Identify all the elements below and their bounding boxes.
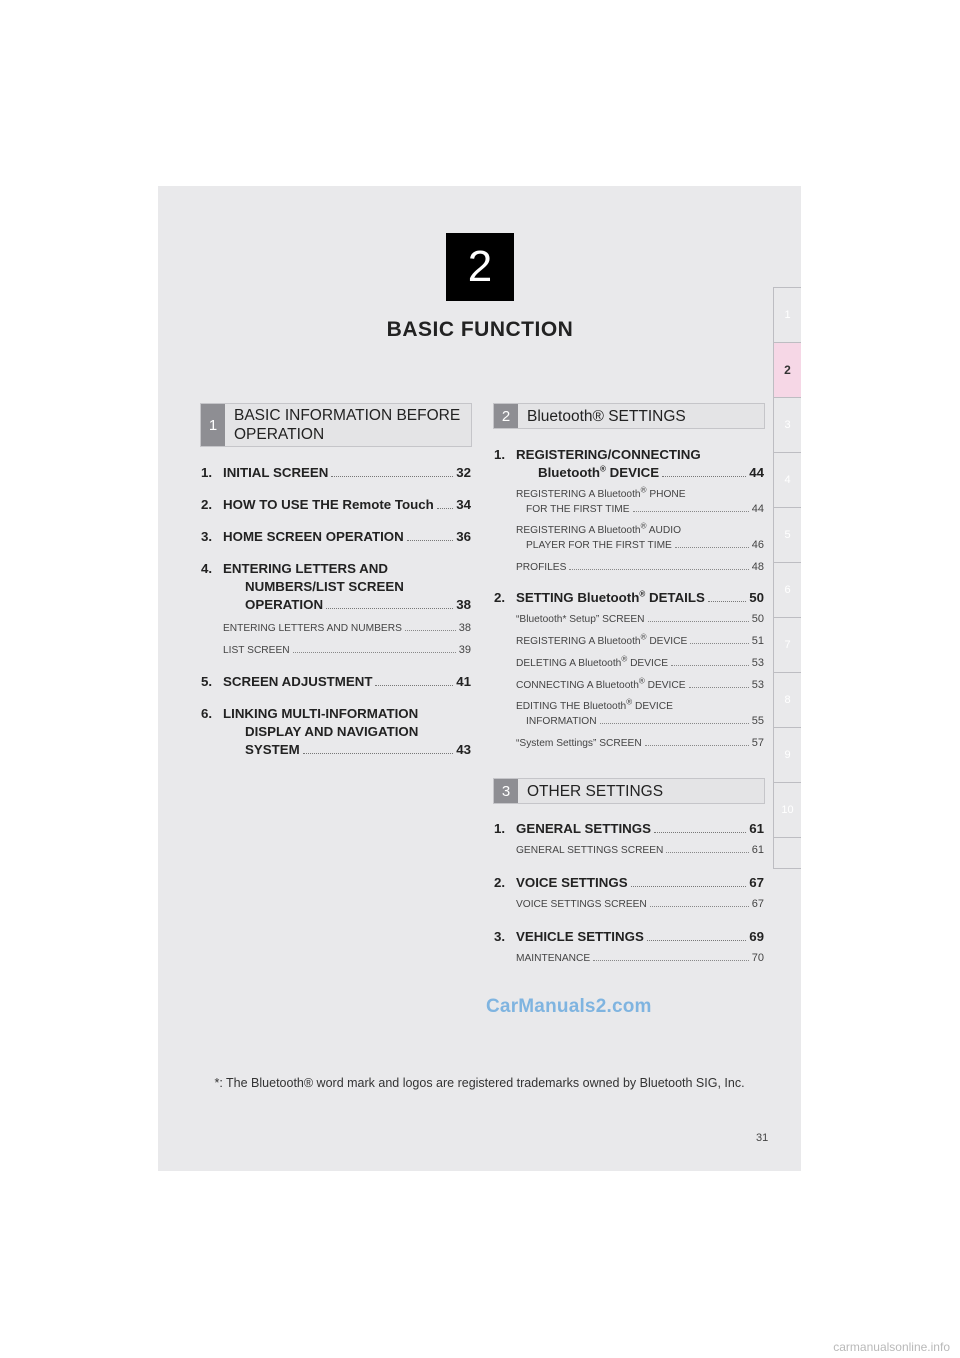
subentry-title: “Bluetooth* Setup” SCREEN — [516, 614, 645, 625]
entry-title: HOME SCREEN OPERATION — [223, 529, 404, 544]
entry-title: VOICE SETTINGS — [516, 875, 628, 890]
toc-section-2 — [494, 446, 764, 751]
toc-subentry[interactable] — [223, 621, 471, 636]
subentry-page: 57 — [751, 737, 764, 749]
subentry-title: REGISTERING A Bluetooth® AUDIO — [516, 521, 682, 536]
entry-number: 1. — [494, 821, 506, 836]
chapter-tab-5[interactable]: 5 — [773, 507, 801, 562]
toc-subentry[interactable] — [516, 897, 764, 912]
watermark-text: CarManuals2.com — [486, 996, 652, 1017]
toc-subentry[interactable] — [516, 634, 764, 649]
toc-entry[interactable] — [494, 446, 764, 575]
subentry-page: 50 — [751, 613, 764, 625]
section-number: 2 — [494, 404, 518, 428]
subentry-title: DELETING A Bluetooth® DEVICE — [516, 654, 668, 669]
section-number: 3 — [494, 779, 518, 803]
subentry-title: GENERAL SETTINGS SCREEN — [516, 845, 664, 856]
subentry-title: FOR THE FIRST TIME — [526, 504, 630, 515]
entry-page: 69 — [749, 929, 764, 944]
toc-subentry[interactable] — [516, 951, 764, 966]
section-header-3 — [493, 778, 765, 804]
section-title: Bluetooth® SETTINGS — [527, 407, 686, 425]
entry-page: 43 — [456, 742, 471, 757]
toc-section-3 — [494, 820, 764, 966]
page-number: 31 — [756, 1132, 769, 1144]
entry-number: 1. — [494, 447, 506, 462]
entry-title: SCREEN ADJUSTMENT — [223, 674, 373, 689]
toc-entry[interactable] — [201, 464, 471, 481]
entry-title-line: ENTERING LETTERS AND — [223, 561, 388, 576]
subentry-title: INFORMATION — [526, 716, 597, 727]
entry-number: 3. — [201, 529, 213, 544]
entry-title: HOW TO USE THE Remote Touch — [223, 497, 434, 512]
chapter-tab-1[interactable]: 1 — [773, 287, 801, 342]
entry-title-line: NUMBERS/LIST SCREEN — [245, 579, 404, 594]
chapter-tab-blank[interactable] — [773, 837, 801, 869]
chapter-tabs — [773, 287, 801, 869]
subentry-title: PROFILES — [516, 562, 567, 573]
entry-title-line: OPERATION — [245, 597, 324, 612]
subentry-title: REGISTERING A Bluetooth® DEVICE — [516, 632, 688, 647]
subentry-page: 39 — [458, 644, 471, 656]
entry-page: 67 — [749, 875, 764, 890]
entry-number: 6. — [201, 706, 213, 721]
chapter-tab-3[interactable]: 3 — [773, 397, 801, 452]
entry-page: 34 — [456, 497, 471, 512]
subentry-page: 61 — [751, 844, 764, 856]
toc-subentry[interactable] — [516, 736, 764, 751]
watermark-footer: carmanualsonline.info — [833, 1340, 950, 1354]
entry-title-line: Bluetooth® DEVICE — [538, 464, 660, 480]
entry-title-line: REGISTERING/CONNECTING — [516, 447, 701, 462]
toc-entry[interactable] — [494, 820, 764, 858]
chapter-tab-2[interactable]: 2 — [773, 342, 801, 397]
footnote: *: The Bluetooth® word mark and logos are registered trademarks owned by Bluetooth SIG, Inc. — [214, 1076, 745, 1090]
subentry-title: EDITING THE Bluetooth® DEVICE — [516, 697, 673, 712]
subentry-title: “System Settings” SCREEN — [516, 738, 642, 749]
entry-title: GENERAL SETTINGS — [516, 821, 651, 836]
entry-number: 2. — [201, 497, 213, 512]
subentry-title: REGISTERING A Bluetooth® PHONE — [516, 485, 686, 500]
toc-subentry[interactable] — [516, 612, 764, 627]
entry-page: 36 — [456, 529, 471, 544]
entry-title-line: LINKING MULTI-INFORMATION — [223, 706, 419, 721]
subentry-page: 67 — [751, 898, 764, 910]
chapter-tab-10[interactable]: 10 — [773, 782, 801, 837]
subentry-page: 53 — [751, 679, 764, 691]
subentry-page: 70 — [751, 952, 764, 964]
chapter-tab-6[interactable]: 6 — [773, 562, 801, 617]
chapter-number: 2 — [446, 233, 514, 301]
entry-page: 50 — [749, 590, 764, 605]
toc-subentry[interactable] — [516, 521, 764, 553]
subentry-title: MAINTENANCE — [516, 953, 591, 964]
toc-entry[interactable] — [201, 673, 471, 690]
entry-number: 5. — [201, 674, 213, 689]
toc-section-1 — [201, 464, 471, 759]
entry-title-line: DISPLAY AND NAVIGATION — [245, 724, 419, 739]
toc-subentry[interactable] — [516, 843, 764, 858]
subentry-title: LIST SCREEN — [223, 645, 290, 656]
toc-subentry[interactable] — [516, 678, 764, 693]
subentry-title: ENTERING LETTERS AND NUMBERS — [223, 623, 402, 634]
section-header-1 — [200, 403, 472, 447]
chapter-tab-8[interactable]: 8 — [773, 672, 801, 727]
subentry-page: 38 — [458, 622, 471, 634]
toc-entry[interactable] — [494, 589, 764, 751]
toc-entry[interactable] — [494, 928, 764, 966]
subentry-page: 51 — [751, 635, 764, 647]
entry-title: VEHICLE SETTINGS — [516, 929, 644, 944]
toc-subentry[interactable] — [223, 643, 471, 658]
chapter-tab-7[interactable]: 7 — [773, 617, 801, 672]
toc-entry[interactable] — [201, 560, 471, 658]
section-header-2 — [493, 403, 765, 429]
toc-subentry[interactable] — [516, 485, 764, 517]
chapter-tab-4[interactable]: 4 — [773, 452, 801, 507]
subentry-page: 55 — [751, 715, 764, 727]
subentry-title: VOICE SETTINGS SCREEN — [516, 899, 647, 910]
entry-page: 32 — [456, 465, 471, 480]
chapter-title: BASIC FUNCTION — [386, 318, 574, 341]
entry-number: 2. — [494, 875, 506, 890]
toc-subentry[interactable] — [516, 697, 764, 729]
entry-number: 1. — [201, 465, 213, 480]
entry-number: 2. — [494, 590, 506, 605]
entry-page: 61 — [749, 821, 764, 836]
entry-page: 38 — [456, 597, 471, 612]
subentry-title: PLAYER FOR THE FIRST TIME — [526, 540, 672, 551]
toc-entry[interactable] — [201, 705, 471, 759]
entry-title-line: SYSTEM — [245, 742, 300, 757]
entry-number: 3. — [494, 929, 506, 944]
entry-title: SETTING Bluetooth® DETAILS — [516, 589, 705, 605]
section-title: OTHER SETTINGS — [527, 782, 664, 800]
entry-page: 44 — [749, 465, 764, 480]
entry-number: 4. — [201, 561, 213, 576]
subentry-page: 53 — [751, 657, 764, 669]
entry-title: INITIAL SCREEN — [223, 465, 329, 480]
toc-entry[interactable] — [494, 874, 764, 912]
entry-page: 41 — [456, 674, 471, 689]
chapter-tab-9[interactable]: 9 — [773, 727, 801, 782]
section-title: BASIC INFORMATION BEFORE OPERATION — [234, 407, 461, 443]
subentry-title: CONNECTING A Bluetooth® DEVICE — [516, 676, 686, 691]
section-number: 1 — [201, 404, 225, 446]
toc-subentry[interactable] — [516, 656, 764, 671]
subentry-page: 48 — [751, 561, 764, 573]
toc-subentry[interactable] — [516, 560, 764, 575]
toc-entry[interactable] — [201, 528, 471, 545]
subentry-page: 44 — [751, 503, 764, 515]
toc-entry[interactable] — [201, 496, 471, 513]
subentry-page: 46 — [751, 539, 764, 551]
